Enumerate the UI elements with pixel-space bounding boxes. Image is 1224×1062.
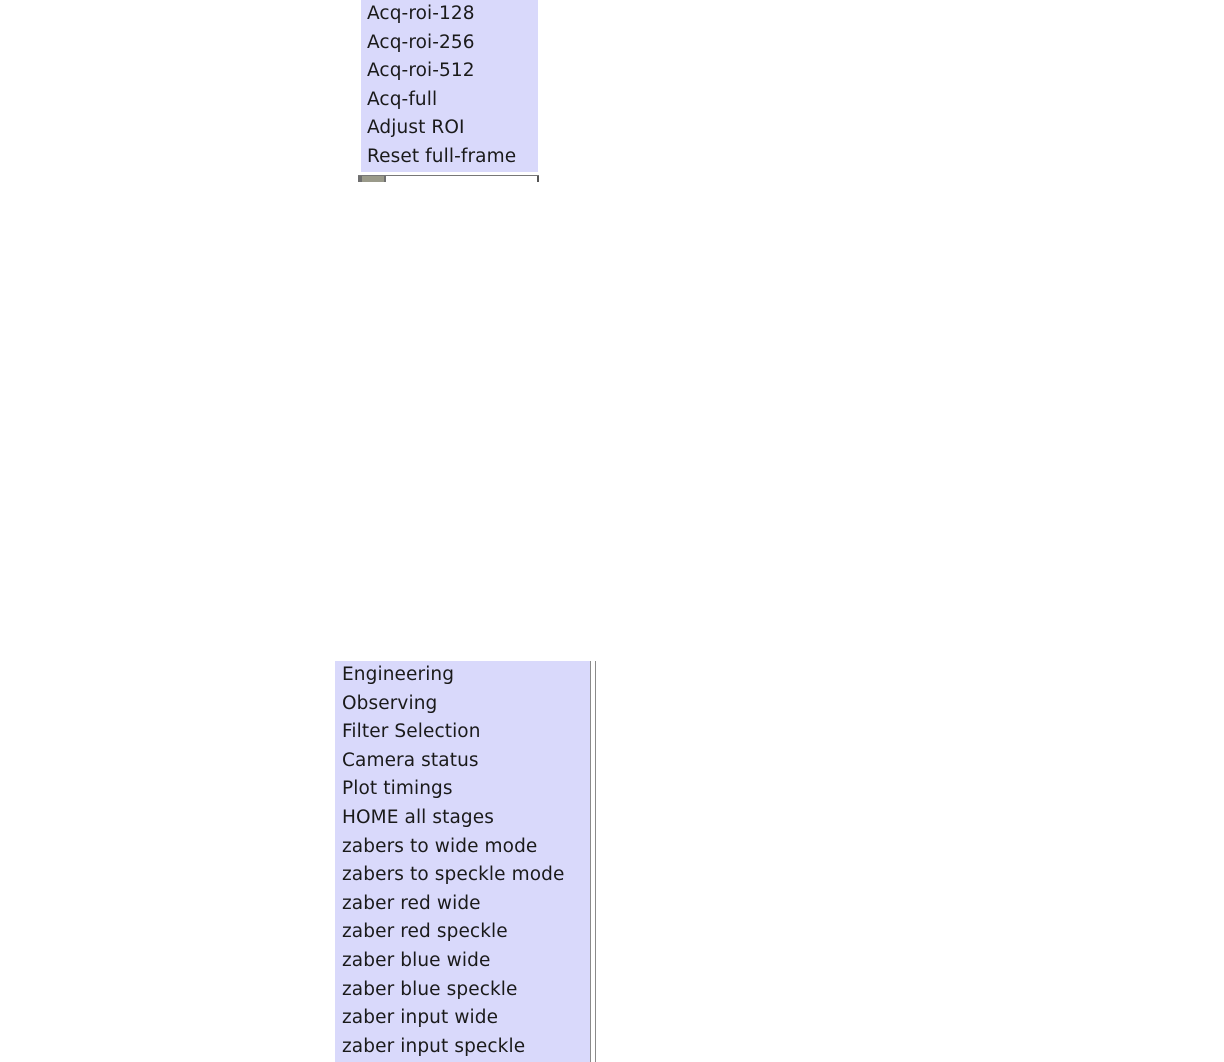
menu-item-acq-roi-128[interactable]: Acq-roi-128 — [367, 3, 475, 24]
menu-item-engineering[interactable]: Engineering — [342, 664, 455, 685]
menu-item-reset-full-frame[interactable]: Reset full-frame — [367, 145, 517, 167]
menu-item-zaber-blue-speckle[interactable]: zaber blue speckle — [342, 978, 518, 1000]
app-popup-menu — [335, 661, 590, 1062]
strip-edge — [537, 176, 539, 182]
menu-item-zaber-blue-wide[interactable]: zaber blue wide — [342, 949, 491, 971]
menu-item-home-all-stages[interactable]: HOME all stages — [342, 806, 494, 828]
menu-item-camera-status[interactable]: Camera status — [342, 749, 479, 771]
menu-item-zaber-input-wide[interactable]: zaber input wide — [342, 1007, 499, 1029]
menu-item-zaber-red-speckle[interactable]: zaber red speckle — [342, 921, 508, 943]
menu-item-adjust-roi[interactable]: Adjust ROI — [367, 117, 465, 139]
menu-item-acq-roi-256[interactable]: Acq-roi-256 — [367, 31, 475, 53]
roi-popup-menu — [361, 0, 538, 172]
menu-item-zaber-red-wide[interactable]: zaber red wide — [342, 892, 481, 914]
underlying-widget-strip — [358, 172, 539, 182]
menu-item-zabers-to-speckle-mode[interactable]: zabers to speckle mode — [342, 864, 565, 886]
menu-item-acq-full[interactable]: Acq-full — [367, 88, 438, 110]
menu-item-filter-selection[interactable]: Filter Selection — [342, 721, 481, 743]
menu-scrollbar-edge — [590, 661, 596, 1062]
menu-item-zabers-to-wide-mode[interactable]: zabers to wide mode — [342, 835, 538, 857]
strip-light-block — [362, 176, 384, 182]
menu-item-zaber-input-speckle[interactable]: zaber input speckle — [342, 1035, 526, 1057]
menu-item-acq-roi-512[interactable]: Acq-roi-512 — [367, 60, 475, 82]
menu-item-observing[interactable]: Observing — [342, 692, 438, 714]
menu-item-plot-timings[interactable]: Plot timings — [342, 778, 453, 800]
